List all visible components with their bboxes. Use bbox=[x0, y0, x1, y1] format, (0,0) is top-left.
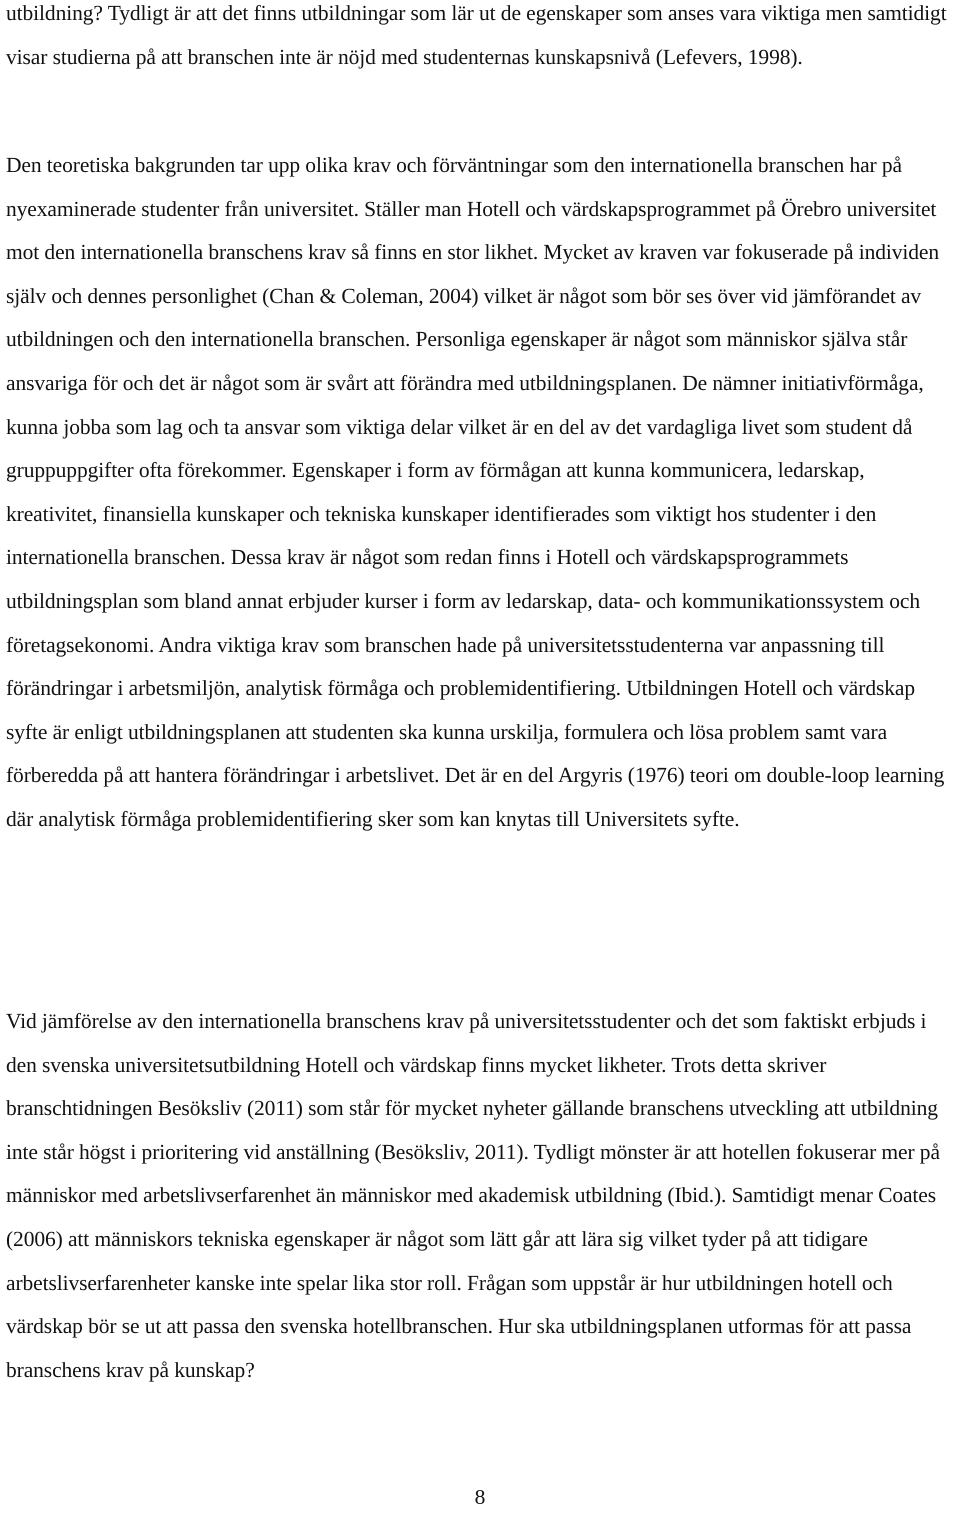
paragraph-comparison: Vid jämförelse av den internationella branschens krav på universitetsstudenter och det som faktiskt erbjuds i den svenska universitetsutbildning Hotell och värdskap finns mycket likheter. Trots detta skriver branschtidningen Besöksliv (2011) som står för mycket nyheter gällande branschens utveckling att utbildning inte står högst i prioritering vid anställning (Besöksliv, 2011). Tydligt mönster är att hotellen fokuserar mer på människor med arbetslivserfarenhet än människor med akademisk utbildning (Ibid.). Samtidigt menar Coates (2006) att människors tekniska egenskaper är något som lätt går att lära sig vilket tyder på att tidigare arbetslivserfarenheter kanske inte spelar lika stor roll. Frågan som uppstår är hur utbildningen hotell och värdskap bör se ut att passa den svenska hotellbranschen. Hur ska utbildningsplanen utformas för att passa branschens krav på kunskap? bbox=[6, 1009, 940, 1382]
paragraph-continuation: utbildning? Tydligt är att det finns utbildningar som lär ut de egenskaper som anses vara viktiga men samtidigt visar studierna på att branschen inte är nöjd med studenternas kunskapsnivå (Lefevers, 1998). bbox=[6, 1, 947, 69]
paragraph-theoretical-background: Den teoretiska bakgrunden tar upp olika krav och förväntningar som den internationella branschen har på nyexaminerade studenter från universitet. Ställer man Hotell och värdskapsprogrammet på Örebro universitet mot den internationella branschens krav så finns en stor likhet. Mycket av kraven var fokuserade på individen själv och dennes personlighet (Chan & Coleman, 2004) vilket är något som bör ses över vid jämförandet av utbildningen och den internationella branschen. Personliga egenskaper är något som människor själva står ansvariga för och det är något som är svårt att förändra med utbildningsplanen. De nämner initiativförmåga, kunna jobba som lag och ta ansvar som viktiga delar vilket är en del av det vardagliga livet som student då gruppuppgifter ofta förekommer. Egenskaper i form av förmågan att kunna kommunicera, ledarskap, kreativitet, finansiella kunskaper och tekniska kunskaper identifierades som viktigt hos studenter i den internationella branschen. Dessa krav är något som redan finns i Hotell och värdskapsprogrammets utbildningsplan som bland annat erbjuder kurser i form av ledarskap, data- och kommunikationssystem och företagsekonomi. Andra viktiga krav som branschen hade på universitetsstudenterna var anpassning till förändringar i arbetsmiljön, analytisk förmåga och problemidentifiering. Utbildningen Hotell och värdskap syfte är enligt utbildningsplanen att studenten ska kunna urskilja, formulera och lösa problem samt vara förberedda på att hantera förändringar i arbetslivet. Det är en del Argyris (1976) teori om double-loop learning där analytisk förmåga problemidentifiering sker som kan knytas till Universitets syfte. bbox=[6, 153, 945, 831]
page-number: 8 bbox=[474, 1485, 486, 1509]
